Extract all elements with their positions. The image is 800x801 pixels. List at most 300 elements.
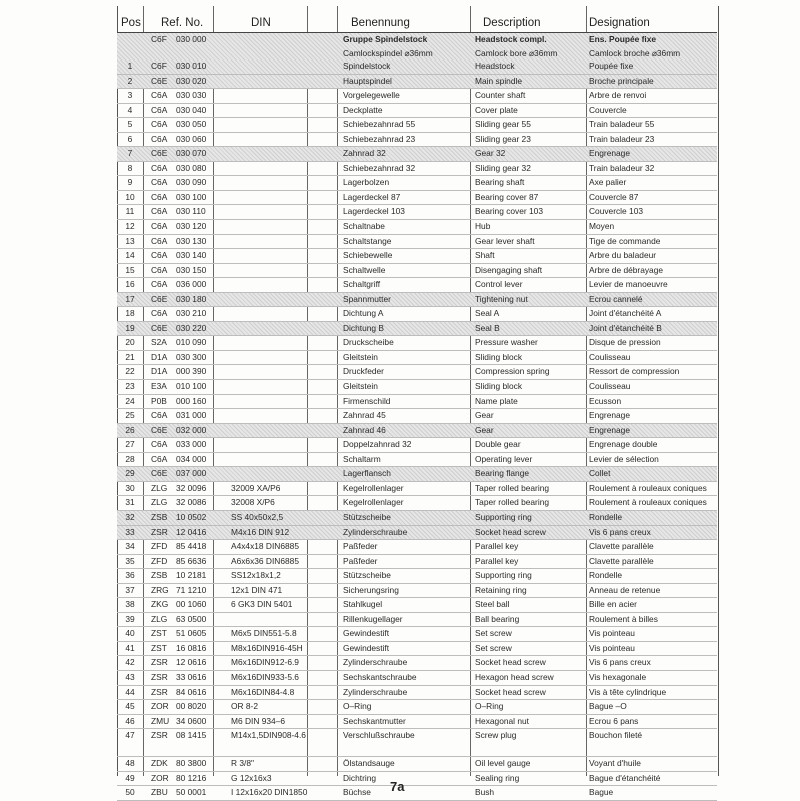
cell-number: 00 1060 — [176, 599, 207, 610]
cell-designation: Engrenage — [589, 410, 630, 421]
cell-designation: Axe palier — [589, 177, 627, 188]
header-pos: Pos — [121, 17, 141, 29]
cell-description: Sliding block — [475, 381, 523, 392]
cell-din: 12x1 DIN 471 — [231, 584, 283, 595]
cell-pos: 26 — [125, 424, 135, 435]
table-row — [117, 786, 717, 801]
table-row — [117, 409, 717, 424]
cell-description: Socket head screw — [475, 526, 546, 537]
cell-prefix: ZFD — [151, 555, 168, 566]
table-row — [117, 293, 717, 308]
cell-benennung: Schaltwelle — [343, 264, 386, 275]
cell-number: 32 0096 — [176, 482, 207, 493]
cell-pos: 42 — [125, 657, 135, 668]
cell-prefix: E3A — [151, 381, 167, 392]
group-benennung: Gruppe Spindelstock — [343, 34, 428, 44]
cell-din: M6x16DIN84-4.8 — [231, 686, 295, 697]
cell-designation: Poupée fixe — [589, 61, 634, 71]
cell-pos: 37 — [125, 584, 135, 595]
cell-description: Screw plug — [475, 730, 517, 741]
cell-benennung: Zahnrad 32 — [343, 148, 386, 159]
cell-din: R 3/8" — [231, 758, 254, 769]
cell-description: Double gear — [475, 439, 521, 450]
cell-description: Supporting ring — [475, 570, 532, 581]
table-row — [117, 598, 717, 613]
table-row — [117, 278, 717, 293]
cell-pos: 22 — [125, 366, 135, 377]
cell-designation: Tige de commande — [589, 235, 661, 246]
cell-designation: Vis à tête cylindrique — [589, 686, 667, 697]
table-row — [117, 613, 717, 628]
cell-pos: 27 — [125, 439, 135, 450]
cell-pos: 50 — [125, 787, 135, 798]
cell-benennung: Schiebewelle — [343, 250, 393, 261]
cell-benennung: Gewindestift — [343, 642, 390, 653]
cell-prefix: D1A — [151, 366, 168, 377]
cell-prefix: C6A — [151, 191, 168, 202]
cell-prefix: C6A — [151, 221, 168, 232]
cell-designation: Bague — [589, 787, 614, 798]
cell-pos: 48 — [125, 758, 135, 769]
cell-prefix: ZSB — [151, 511, 168, 522]
cell-prefix: ZSR — [151, 686, 168, 697]
cell-description: Gear lever shaft — [475, 235, 535, 246]
cell-pos: 47 — [125, 730, 135, 741]
cell-number: 00 8020 — [176, 701, 207, 712]
table-row — [117, 365, 717, 380]
cell-prefix: D1A — [151, 351, 168, 362]
cell-pos: 30 — [125, 482, 135, 493]
cell-prefix: S2A — [151, 337, 167, 348]
cell-pos: 33 — [125, 526, 135, 537]
cell-description: Name plate — [475, 395, 518, 406]
cell-prefix: C6A — [151, 279, 168, 290]
cell-number: 033 000 — [176, 439, 207, 450]
cell-designation: Levier de manoeuvre — [589, 279, 668, 290]
group-row — [117, 33, 717, 60]
cell-benennung: Schiebezahnrad 23 — [343, 133, 416, 144]
cell-benennung: Schiebezahnrad 55 — [343, 119, 416, 130]
cell-description: O–Ring — [475, 701, 504, 712]
cell-designation: Coulisseau — [589, 381, 631, 392]
cell-description: Pressure washer — [475, 337, 538, 348]
cell-description: Operating lever — [475, 453, 533, 464]
cell-benennung: Hauptspindel — [343, 75, 392, 86]
cell-designation: Anneau de retenue — [589, 584, 661, 595]
table-row — [117, 60, 717, 75]
cell-din: M6 DIN 934–6 — [231, 715, 285, 726]
cell-benennung: Paßfeder — [343, 541, 378, 552]
table-row — [117, 220, 717, 235]
cell-prefix: C6F — [151, 61, 167, 71]
table-row — [117, 162, 717, 177]
cell-pos: 3 — [127, 90, 133, 101]
cell-prefix: C6E — [151, 322, 168, 333]
table-row — [117, 249, 717, 264]
cell-number: 036 000 — [176, 279, 207, 290]
table-row — [117, 526, 717, 541]
cell-prefix: ZSR — [151, 657, 168, 668]
cell-benennung: Schiebezahnrad 32 — [343, 162, 416, 173]
cell-number: 10 2181 — [176, 570, 207, 581]
table-row — [117, 715, 717, 730]
table-row — [117, 482, 717, 497]
cell-designation: Engrenage double — [589, 439, 658, 450]
cell-prefix: ZLG — [151, 482, 168, 493]
cell-designation: Moyen — [589, 221, 615, 232]
cell-din: A4x4x18 DIN6885 — [231, 541, 299, 552]
cell-description: Retaining ring — [475, 584, 527, 595]
cell-number: 50 0001 — [176, 787, 207, 798]
cell-pos: 46 — [125, 715, 135, 726]
cell-description: Parallel key — [475, 541, 519, 552]
cell-number: 030 110 — [176, 206, 206, 217]
cell-pos: 10 — [125, 191, 135, 202]
cell-din: 32009 XA/P6 — [231, 482, 281, 493]
cell-benennung: Schaltarm — [343, 453, 381, 464]
cell-benennung: Lagerdeckel 87 — [343, 191, 401, 202]
cell-description: Compression spring — [475, 366, 550, 377]
cell-benennung: Dichtung B — [343, 322, 384, 333]
cell-designation: Vis 6 pans creux — [589, 657, 651, 668]
cell-designation: Voyant d'huile — [589, 758, 641, 769]
cell-pos: 17 — [125, 293, 135, 304]
table-row — [117, 729, 717, 757]
cell-number: 71 1210 — [176, 584, 207, 595]
group-designation: Ens. Poupée fixe — [589, 34, 657, 44]
cell-description: Set screw — [475, 628, 512, 639]
table-row — [117, 104, 717, 119]
cell-benennung: Schaltgriff — [343, 279, 381, 290]
cell-number: 51 0605 — [176, 628, 207, 639]
table-row — [117, 322, 717, 337]
cell-pos: 9 — [127, 177, 133, 188]
cell-number: 16 0816 — [176, 642, 207, 653]
group-benennung-2: Camlockspindel ⌀36mm — [343, 47, 433, 58]
cell-prefix: C6A — [151, 410, 168, 421]
table-row — [117, 627, 717, 642]
cell-description: Tightening nut — [475, 293, 528, 304]
cell-description: Gear — [475, 424, 494, 435]
cell-designation: Arbre du baladeur — [589, 250, 657, 261]
cell-pos: 32 — [125, 511, 135, 522]
table-row — [117, 757, 717, 772]
cell-description: Taper rolled bearing — [475, 497, 550, 508]
cell-description: Sliding block — [475, 351, 523, 362]
table-row — [117, 89, 717, 104]
cell-designation: Disque de pression — [589, 337, 661, 348]
table-row — [117, 424, 717, 439]
cell-pos: 39 — [125, 613, 135, 624]
cell-pos: 16 — [125, 279, 135, 290]
cell-description: Socket head screw — [475, 657, 546, 668]
cell-prefix: ZSR — [151, 671, 168, 682]
header-benennung: Benennung — [351, 17, 410, 29]
cell-prefix: C6A — [151, 264, 168, 275]
cell-benennung: Zahnrad 45 — [343, 410, 386, 421]
cell-prefix: ZSR — [151, 526, 168, 537]
cell-pos: 36 — [125, 570, 135, 581]
cell-prefix: C6A — [151, 235, 168, 246]
cell-number: 34 0600 — [176, 715, 207, 726]
cell-benennung: Sechskantmutter — [343, 715, 406, 726]
cell-description: Hub — [475, 221, 491, 232]
table-row — [117, 380, 717, 395]
table-row — [117, 511, 717, 526]
cell-pos: 20 — [125, 337, 135, 348]
cell-pos: 14 — [125, 250, 135, 261]
cell-number: 030 050 — [176, 119, 207, 130]
cell-description: Sliding gear 32 — [475, 162, 531, 173]
cell-description: Sliding gear 55 — [475, 119, 531, 130]
cell-pos: 25 — [125, 410, 135, 421]
table-header — [117, 6, 717, 33]
cell-designation: Bouchon fileté — [589, 730, 643, 741]
cell-pos: 44 — [125, 686, 135, 697]
group-description: Headstock compl. — [475, 34, 547, 44]
table-row — [117, 700, 717, 715]
cell-number: 10 0502 — [176, 511, 207, 522]
cell-description: Main spindle — [475, 75, 523, 86]
cell-pos: 43 — [125, 671, 135, 682]
cell-number: 032 000 — [176, 424, 207, 435]
cell-benennung: Dichtring — [343, 772, 377, 783]
cell-number: 030 150 — [176, 264, 207, 275]
table-row — [117, 395, 717, 410]
cell-prefix: ZRG — [151, 584, 169, 595]
cell-number: 030 080 — [176, 162, 207, 173]
group-number: 030 000 — [176, 34, 207, 44]
cell-description: Parallel key — [475, 555, 519, 566]
cell-benennung: Büchse — [343, 787, 371, 798]
table-row — [117, 656, 717, 671]
cell-number: 030 140 — [176, 250, 207, 261]
cell-description: Sliding gear 23 — [475, 133, 531, 144]
table-row — [117, 555, 717, 570]
cell-benennung: Schaltnabe — [343, 221, 385, 232]
cell-designation: Roulement à rouleaux coniques — [589, 482, 707, 493]
table-row — [117, 584, 717, 599]
cell-benennung: Rillenkugellager — [343, 613, 403, 624]
cell-prefix: ZDK — [151, 758, 168, 769]
cell-number: 33 0616 — [176, 671, 207, 682]
cell-pos: 11 — [125, 206, 135, 217]
cell-designation: Coulisseau — [589, 351, 631, 362]
table-row — [117, 671, 717, 686]
cell-benennung: Gleitstein — [343, 381, 378, 392]
cell-prefix: ZLG — [151, 497, 168, 508]
cell-pos: 19 — [125, 322, 135, 333]
cell-din: M4x16 DIN 912 — [231, 526, 290, 537]
cell-description: Hexagonal nut — [475, 715, 530, 726]
cell-benennung: Lagerbolzen — [343, 177, 390, 188]
cell-benennung: Kegelrollenlager — [343, 497, 404, 508]
cell-pos: 24 — [125, 395, 135, 406]
cell-designation: Clavette parallèle — [589, 555, 654, 566]
table-row — [117, 176, 717, 191]
cell-number: 84 0616 — [176, 686, 207, 697]
cell-din: 6 GK3 DIN 5401 — [231, 599, 293, 610]
cell-pos: 6 — [127, 133, 133, 144]
cell-number: 63 0500 — [176, 613, 207, 624]
header-designation: Designation — [589, 17, 650, 29]
cell-benennung: Gleitstein — [343, 351, 378, 362]
cell-din: M14x1,5DIN908-4.6 — [231, 730, 306, 741]
cell-prefix: C6E — [151, 293, 168, 304]
cell-prefix: ZSR — [151, 730, 168, 741]
cell-number: 85 6636 — [176, 555, 207, 566]
cell-designation: Vis pointeau — [589, 642, 635, 653]
cell-prefix: ZKG — [151, 599, 169, 610]
cell-description: Gear — [475, 410, 494, 421]
cell-prefix: P0B — [151, 395, 167, 406]
cell-prefix: C6E — [151, 75, 168, 86]
cell-benennung: Druckfeder — [343, 366, 384, 377]
cell-description: Seal B — [475, 322, 500, 333]
table-row — [117, 264, 717, 279]
cell-designation: Broche principale — [589, 75, 654, 86]
table-row — [117, 205, 717, 220]
cell-din: M6x16DIN912-6.9 — [231, 657, 299, 668]
cell-prefix: C6A — [151, 206, 168, 217]
cell-prefix: ZST — [151, 642, 167, 653]
cell-number: 030 100 — [176, 191, 207, 202]
cell-number: 030 030 — [176, 90, 207, 101]
cell-designation: Train baladeur 32 — [589, 162, 655, 173]
table-row — [117, 496, 717, 511]
cell-prefix: C6A — [151, 162, 168, 173]
cell-description: Bearing cover 87 — [475, 191, 539, 202]
cell-pos: 2 — [127, 75, 133, 86]
cell-prefix: ZBU — [151, 787, 168, 798]
cell-benennung: Spindelstock — [343, 61, 391, 71]
cell-number: 030 120 — [176, 221, 207, 232]
cell-benennung: Zylinderschraube — [343, 686, 408, 697]
table-row — [117, 147, 717, 162]
cell-number: 030 300 — [176, 351, 207, 362]
cell-din: G 12x16x3 — [231, 772, 272, 783]
cell-description: Gear 32 — [475, 148, 506, 159]
cell-benennung: Sicherungsring — [343, 584, 399, 595]
cell-pos: 12 — [125, 221, 135, 232]
cell-prefix: C6A — [151, 133, 168, 144]
cell-description: Shaft — [475, 250, 495, 261]
cell-description: Seal A — [475, 308, 500, 319]
table-row — [117, 75, 717, 90]
cell-pos: 41 — [125, 642, 135, 653]
group-description-2: Camlock bore ⌀36mm — [475, 47, 558, 58]
cell-designation: Clavette parallèle — [589, 541, 654, 552]
cell-designation: Levier de sélection — [589, 453, 659, 464]
cell-designation: Vis pointeau — [589, 628, 635, 639]
cell-din: SS12x18x1,2 — [231, 570, 281, 581]
cell-number: 030 060 — [176, 133, 207, 144]
table-row — [117, 467, 717, 482]
cell-number: 030 090 — [176, 177, 207, 188]
cell-number: 80 1216 — [176, 772, 207, 783]
cell-designation: Bille en acier — [589, 599, 637, 610]
cell-description: Sealing ring — [475, 772, 520, 783]
cell-number: 030 180 — [176, 293, 207, 304]
cell-number: 034 000 — [176, 453, 207, 464]
cell-number: 030 010 — [176, 61, 207, 71]
cell-din: 32008 X/P6 — [231, 497, 275, 508]
cell-din: I 12x16x20 DIN1850 — [231, 787, 308, 798]
cell-pos: 35 — [125, 555, 135, 566]
cell-prefix: C6E — [151, 148, 168, 159]
cell-pos: 4 — [127, 104, 133, 115]
cell-benennung: Deckplatte — [343, 104, 383, 115]
cell-designation: Joint d'étanchéité B — [589, 322, 662, 333]
cell-benennung: Schaltstange — [343, 235, 392, 246]
cell-description: Set screw — [475, 642, 512, 653]
cell-benennung: Spannmutter — [343, 293, 391, 304]
cell-number: 000 160 — [176, 395, 207, 406]
cell-pos: 8 — [127, 162, 133, 173]
cell-prefix: ZMU — [151, 715, 170, 726]
cell-designation: Ecrou cannelé — [589, 293, 643, 304]
header-ref-no: Ref. No. — [161, 17, 204, 29]
cell-description: Ball bearing — [475, 613, 520, 624]
cell-number: 030 210 — [176, 308, 207, 319]
cell-number: 12 0416 — [176, 526, 207, 537]
cell-designation: Arbre de débrayage — [589, 264, 664, 275]
cell-number: 32 0086 — [176, 497, 207, 508]
cell-designation: Ecusson — [589, 395, 622, 406]
cell-benennung: Dichtung A — [343, 308, 384, 319]
cell-pos: 38 — [125, 599, 135, 610]
cell-number: 030 130 — [176, 235, 207, 246]
cell-pos: 31 — [125, 497, 135, 508]
cell-prefix: C6A — [151, 308, 168, 319]
table-row — [117, 307, 717, 322]
parts-table-body — [117, 33, 717, 801]
cell-benennung: Gewindestift — [343, 628, 390, 639]
cell-number: 85 4418 — [176, 541, 207, 552]
cell-prefix: C6A — [151, 177, 168, 188]
cell-benennung: Vorgelegewelle — [343, 90, 400, 101]
cell-benennung: Lagerdeckel 103 — [343, 206, 405, 217]
cell-number: 030 040 — [176, 104, 207, 115]
cell-benennung: O–Ring — [343, 701, 372, 712]
cell-prefix: ZST — [151, 628, 167, 639]
cell-pos: 49 — [125, 772, 135, 783]
cell-pos: 13 — [125, 235, 135, 246]
cell-benennung: Paßfeder — [343, 555, 378, 566]
cell-designation: Vis 6 pans creux — [589, 526, 651, 537]
cell-prefix: C6A — [151, 90, 168, 101]
cell-description: Cover plate — [475, 104, 518, 115]
cell-number: 000 390 — [176, 366, 207, 377]
cell-description: Socket head screw — [475, 686, 546, 697]
cell-designation: Couvercle 103 — [589, 206, 644, 217]
cell-number: 010 100 — [176, 381, 207, 392]
table-row — [117, 118, 717, 133]
cell-benennung: Ölstandsauge — [343, 758, 395, 769]
cell-benennung: Zahnrad 46 — [343, 424, 386, 435]
cell-prefix: ZOR — [151, 772, 169, 783]
cell-pos: 45 — [125, 701, 135, 712]
cell-prefix: C6A — [151, 250, 168, 261]
cell-description: Counter shaft — [475, 90, 526, 101]
table-row — [117, 133, 717, 148]
cell-prefix: C6A — [151, 439, 168, 450]
cell-designation: Couvercle 87 — [589, 191, 639, 202]
cell-benennung: Firmenschild — [343, 395, 391, 406]
table-row — [117, 686, 717, 701]
cell-prefix: ZOR — [151, 701, 169, 712]
cell-designation: Train baladeur 23 — [589, 133, 655, 144]
